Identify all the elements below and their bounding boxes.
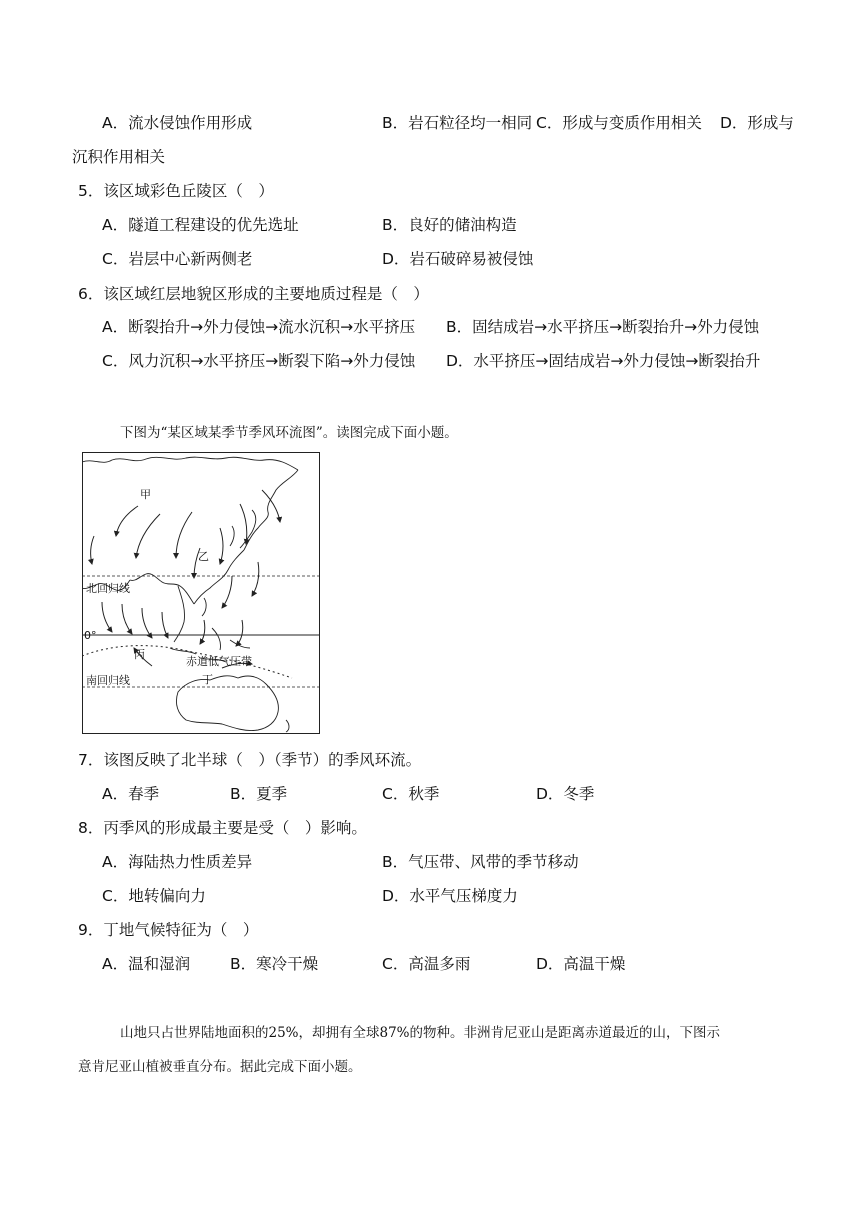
monsoon-circulation-map [82, 452, 320, 734]
q6-option-d: D．水平挤压→固结成岩→外力侵蚀→断裂抬升 [446, 352, 761, 370]
passage-intro-monsoon: 下图为“某区域某季节季风环流图”。读图完成下面小题。 [120, 425, 458, 441]
q8-option-b: B．气压带、风带的季节移动 [382, 853, 579, 871]
q5-option-a: A．隧道工程建设的优先选址 [102, 216, 299, 234]
q4-option-b: B．岩石粒径均一相同 [382, 114, 533, 132]
q5-option-d: D．岩石破碎易被侵蚀 [382, 250, 534, 268]
map-label-yi: 乙 [198, 550, 209, 563]
map-label-tropic-capricorn: 南回归线 [86, 674, 130, 687]
q7-option-b: B．夏季 [230, 785, 288, 803]
q7-option-a: A．春季 [102, 785, 160, 803]
q4-option-d-continued: 沉积作用相关 [72, 148, 166, 166]
q4-option-a: A．流水侵蚀作用形成 [102, 114, 253, 132]
q6-option-b: B．固结成岩→水平挤压→断裂抬升→外力侵蚀 [446, 318, 760, 336]
q6-stem: 6．该区域红层地貌区形成的主要地质过程是（ ） [78, 285, 429, 303]
q6-option-a: A．断裂抬升→外力侵蚀→流水沉积→水平挤压 [102, 318, 416, 336]
q7-option-c: C．秋季 [382, 785, 440, 803]
q9-option-b: B．寒冷干燥 [230, 955, 319, 973]
q5-option-b: B．良好的储油构造 [382, 216, 517, 234]
q9-option-d: D．高温干燥 [536, 955, 626, 973]
q4-option-d: D．形成与 [720, 114, 794, 132]
q7-stem: 7．该图反映了北半球（ ）（季节）的季风环流。 [78, 751, 422, 769]
q8-option-a: A．海陆热力性质差异 [102, 853, 253, 871]
q5-stem: 5．该区域彩色丘陵区（ ） [78, 182, 274, 200]
passage-intro-kenya-line1: 山地只占世界陆地面积的25%，却拥有全球87%的物种。非洲肯尼亚山是距离赤道最近的山，下图示 [120, 1025, 721, 1041]
q9-option-c: C．高温多雨 [382, 955, 471, 973]
map-label-jia: 甲 [140, 488, 151, 501]
q8-option-d: D．水平气压梯度力 [382, 887, 518, 905]
map-label-equator: 0° [84, 629, 97, 642]
q5-option-c: C．岩层中心新两侧老 [102, 250, 253, 268]
q8-stem: 8．丙季风的形成最主要是受（ ）影响。 [78, 819, 367, 837]
map-label-tropic-cancer: 北回归线 [86, 582, 130, 595]
q4-option-c: C．形成与变质作用相关 [536, 114, 702, 132]
q8-option-c: C．地转偏向力 [102, 887, 206, 905]
passage-intro-kenya-line2: 意肯尼亚山植被垂直分布。据此完成下面小题。 [78, 1059, 362, 1075]
q7-option-d: D．冬季 [536, 785, 595, 803]
map-label-ding: 丁 [202, 673, 213, 686]
q9-option-a: A．温和湿润 [102, 955, 191, 973]
q9-stem: 9．丁地气候特征为（ ） [78, 921, 259, 939]
map-label-bing: 丙 [134, 648, 145, 661]
q6-option-c: C．风力沉积→水平挤压→断裂下陷→外力侵蚀 [102, 352, 416, 370]
map-label-itcz: 赤道低气压带 [186, 655, 252, 668]
